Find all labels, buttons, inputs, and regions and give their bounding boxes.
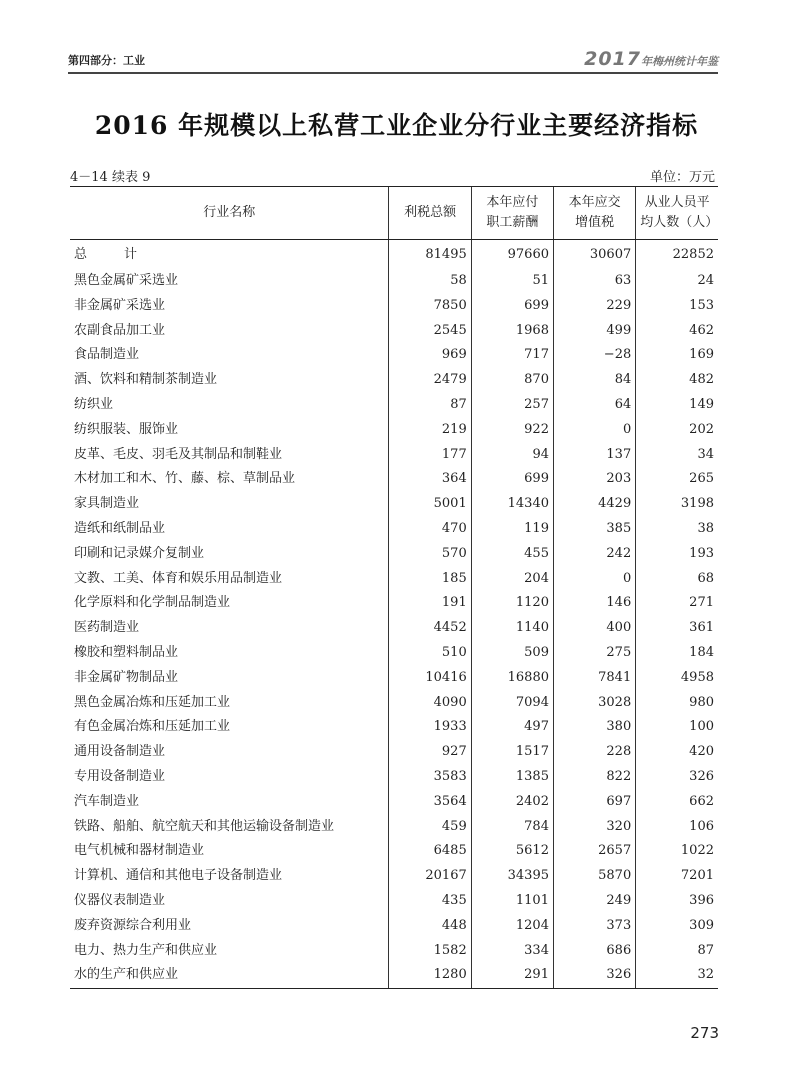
industry-name-cell: 酒、饮料和精制茶制造业 [74,372,218,388]
column-header-vat-line2: 增值税 [575,215,615,230]
table-row [70,492,718,517]
profit-tax-cell: 6485 [389,839,471,864]
industry-name-cell: 总 计 [74,247,150,263]
payroll-cell: 1517 [471,740,553,765]
yearbook-name: 年梅州统计年鉴 [641,55,718,68]
payroll-cell: 51 [471,269,553,294]
indicator-table [70,186,718,989]
payroll-cell: 717 [471,343,553,368]
employees-cell: 361 [636,616,718,641]
table-row [70,517,718,542]
vat-cell: 499 [553,319,635,344]
vat-cell: 380 [553,715,635,740]
profit-tax-cell: 459 [389,815,471,840]
payroll-cell: 1204 [471,914,553,939]
payroll-cell: 94 [471,443,553,468]
column-header-vat [553,187,635,240]
payroll-cell: 1140 [471,616,553,641]
employees-cell: 22852 [636,240,718,270]
vat-cell: 326 [553,963,635,988]
table-row [70,319,718,344]
employees-cell: 980 [636,691,718,716]
industry-name-cell: 非金属矿物制品业 [74,669,179,685]
payroll-cell: 34395 [471,864,553,889]
vat-cell: 5870 [553,864,635,889]
employees-cell: 202 [636,418,718,443]
industry-name-cell: 仪器仪表制造业 [74,892,166,908]
profit-tax-cell: 87 [389,393,471,418]
profit-tax-cell: 3583 [389,765,471,790]
employees-cell: 87 [636,939,718,964]
table-row [70,715,718,740]
column-header-employees-line1: 从业人员平 [644,195,710,210]
profit-tax-cell: 219 [389,418,471,443]
profit-tax-cell: 1280 [389,963,471,988]
employees-cell: 326 [636,765,718,790]
payroll-cell: 497 [471,715,553,740]
profit-tax-cell: 20167 [389,864,471,889]
employees-cell: 32 [636,963,718,988]
column-header-employees-line2: 均人数（人） [640,215,719,230]
vat-cell: 0 [553,418,635,443]
column-header-industry: 行业名称 [70,187,389,240]
industry-name-cell: 印刷和记录媒介复制业 [74,545,205,561]
table-row [70,864,718,889]
industry-name-cell: 废弃资源综合利用业 [74,917,192,933]
industry-name-cell: 有色金属冶炼和压延加工业 [74,719,231,735]
industry-name-cell: 文教、工美、体育和娱乐用品制造业 [74,570,283,586]
vat-cell: 400 [553,616,635,641]
employees-cell: 1022 [636,839,718,864]
payroll-cell: 204 [471,567,553,592]
table-row [70,567,718,592]
employees-cell: 106 [636,815,718,840]
industry-name-cell: 木材加工和木、竹、藤、棕、草制品业 [74,471,296,487]
employees-cell: 482 [636,368,718,393]
vat-cell: 697 [553,790,635,815]
profit-tax-cell: 5001 [389,492,471,517]
unit-label: 单位：万元 [649,170,715,185]
payroll-cell: 699 [471,294,553,319]
column-header-payroll [471,187,553,240]
table-row [70,740,718,765]
vat-cell: 229 [553,294,635,319]
vat-cell: 7841 [553,666,635,691]
vat-cell: 249 [553,889,635,914]
profit-tax-cell: 927 [389,740,471,765]
vat-cell: 373 [553,914,635,939]
table-row [70,393,718,418]
vat-cell: 84 [553,368,635,393]
yearbook-year: 2017 [584,48,641,70]
payroll-cell: 334 [471,939,553,964]
table-row [70,914,718,939]
industry-name-cell: 造纸和纸制品业 [74,520,166,536]
table-header-row [70,187,718,240]
industry-name-cell: 农副食品加工业 [74,322,166,338]
employees-cell: 271 [636,591,718,616]
header-divider [68,72,718,74]
vat-cell: 3028 [553,691,635,716]
industry-name-cell: 黑色金属矿采选业 [74,273,179,288]
table-row [70,691,718,716]
table-row [70,963,718,988]
yearbook-title [584,48,718,70]
industry-name-cell: 通用设备制造业 [74,744,166,760]
payroll-cell: 291 [471,963,553,988]
column-header-payroll-line1: 本年应付 [486,195,539,210]
payroll-cell: 1385 [471,765,553,790]
payroll-cell: 922 [471,418,553,443]
employees-cell: 100 [636,715,718,740]
profit-tax-cell: 4452 [389,616,471,641]
industry-name-cell: 纺织业 [74,396,114,412]
employees-cell: 309 [636,914,718,939]
vat-cell: 137 [553,443,635,468]
table-row [70,467,718,492]
profit-tax-cell: 969 [389,343,471,368]
vat-cell: 686 [553,939,635,964]
payroll-cell: 16880 [471,666,553,691]
payroll-cell: 699 [471,467,553,492]
employees-cell: 34 [636,443,718,468]
table-row [70,616,718,641]
employees-cell: 38 [636,517,718,542]
employees-cell: 149 [636,393,718,418]
table-row [70,939,718,964]
industry-name-cell: 电力、热力生产和供应业 [74,942,218,958]
employees-cell: 4958 [636,666,718,691]
industry-name-cell: 非金属矿采选业 [74,297,166,313]
profit-tax-cell: 510 [389,641,471,666]
column-header-vat-line1: 本年应交 [568,195,621,210]
payroll-cell: 14340 [471,492,553,517]
industry-name-cell: 计算机、通信和其他电子设备制造业 [74,868,283,884]
industry-name-cell: 橡胶和塑料制品业 [74,644,179,660]
table-row [70,591,718,616]
vat-cell: 64 [553,393,635,418]
table-body [70,240,718,989]
profit-tax-cell: 435 [389,889,471,914]
table-row [70,641,718,666]
employees-cell: 184 [636,641,718,666]
vat-cell: 4429 [553,492,635,517]
payroll-cell: 5612 [471,839,553,864]
vat-cell: 0 [553,567,635,592]
table-row [70,790,718,815]
employees-cell: 68 [636,567,718,592]
table-number: 4－14 续表 9 [70,170,151,185]
profit-tax-cell: 2545 [389,319,471,344]
profit-tax-cell: 470 [389,517,471,542]
vat-cell: 822 [553,765,635,790]
industry-name-cell: 专用设备制造业 [74,768,166,784]
vat-cell: 228 [553,740,635,765]
employees-cell: 265 [636,467,718,492]
employees-cell: 462 [636,319,718,344]
payroll-cell: 784 [471,815,553,840]
profit-tax-cell: 58 [389,269,471,294]
industry-name-cell: 家具制造业 [74,496,140,512]
payroll-cell: 257 [471,393,553,418]
vat-cell: 242 [553,542,635,567]
vat-cell: 2657 [553,839,635,864]
vat-cell: 63 [553,269,635,294]
table-row [70,542,718,567]
column-header-profit-tax: 利税总额 [389,187,471,240]
industry-name-cell: 食品制造业 [74,347,140,363]
industry-name-cell: 水的生产和供应业 [70,963,389,988]
employees-cell: 24 [636,269,718,294]
vat-cell: 146 [553,591,635,616]
profit-tax-cell: 364 [389,467,471,492]
vat-cell: 320 [553,815,635,840]
table-row [70,666,718,691]
industry-name-cell: 皮革、毛皮、羽毛及其制品和制鞋业 [74,446,283,462]
profit-tax-cell: 7850 [389,294,471,319]
industry-name-cell: 黑色金属冶炼和压延加工业 [74,694,231,710]
profit-tax-cell: 10416 [389,666,471,691]
payroll-cell: 509 [471,641,553,666]
section-label: 第四部分：工业 [68,54,145,67]
employees-cell: 153 [636,294,718,319]
table-row [70,418,718,443]
payroll-cell: 7094 [471,691,553,716]
page-title: 2016 年规模以上私营工业企业分行业主要经济指标 [94,111,699,140]
employees-cell: 662 [636,790,718,815]
payroll-cell: 455 [471,542,553,567]
industry-name-cell: 纺织服装、服饰业 [74,421,179,437]
table-row [70,443,718,468]
profit-tax-cell: 177 [389,443,471,468]
employees-cell: 3198 [636,492,718,517]
payroll-cell: 119 [471,517,553,542]
table-row [70,765,718,790]
table-row [70,815,718,840]
table-row [70,368,718,393]
page-number: 273 [690,1024,719,1042]
profit-tax-cell: 3564 [389,790,471,815]
profit-tax-cell: 1933 [389,715,471,740]
vat-cell: 385 [553,517,635,542]
table-row-total [70,240,718,270]
payroll-cell: 1968 [471,319,553,344]
column-header-payroll-line2: 职工薪酬 [486,215,539,230]
employees-cell: 420 [636,740,718,765]
profit-tax-cell: 191 [389,591,471,616]
vat-cell: 275 [553,641,635,666]
profit-tax-cell: 81495 [389,240,471,270]
industry-name-cell: 化学原料和化学制品制造业 [74,595,231,611]
vat-cell: 30607 [553,240,635,270]
payroll-cell: 1101 [471,889,553,914]
payroll-cell: 2402 [471,790,553,815]
table-row [70,343,718,368]
profit-tax-cell: 2479 [389,368,471,393]
table-row [70,269,718,294]
table-row [70,889,718,914]
payroll-cell: 870 [471,368,553,393]
profit-tax-cell: 570 [389,542,471,567]
payroll-cell: 97660 [471,240,553,270]
profit-tax-cell: 1582 [389,939,471,964]
employees-cell: 396 [636,889,718,914]
vat-cell: −28 [553,343,635,368]
table-row [70,294,718,319]
employees-cell: 7201 [636,864,718,889]
employees-cell: 193 [636,542,718,567]
profit-tax-cell: 4090 [389,691,471,716]
industry-name-cell: 铁路、船舶、航空航天和其他运输设备制造业 [74,818,335,834]
table-row [70,839,718,864]
profit-tax-cell: 448 [389,914,471,939]
profit-tax-cell: 185 [389,567,471,592]
industry-name-cell: 医药制造业 [74,620,140,636]
page-header [68,48,718,74]
vat-cell: 203 [553,467,635,492]
industry-name-cell: 汽车制造业 [74,793,140,809]
payroll-cell: 1120 [471,591,553,616]
industry-name-cell: 电气机械和器材制造业 [74,843,205,859]
employees-cell: 169 [636,343,718,368]
column-header-employees [636,187,718,240]
